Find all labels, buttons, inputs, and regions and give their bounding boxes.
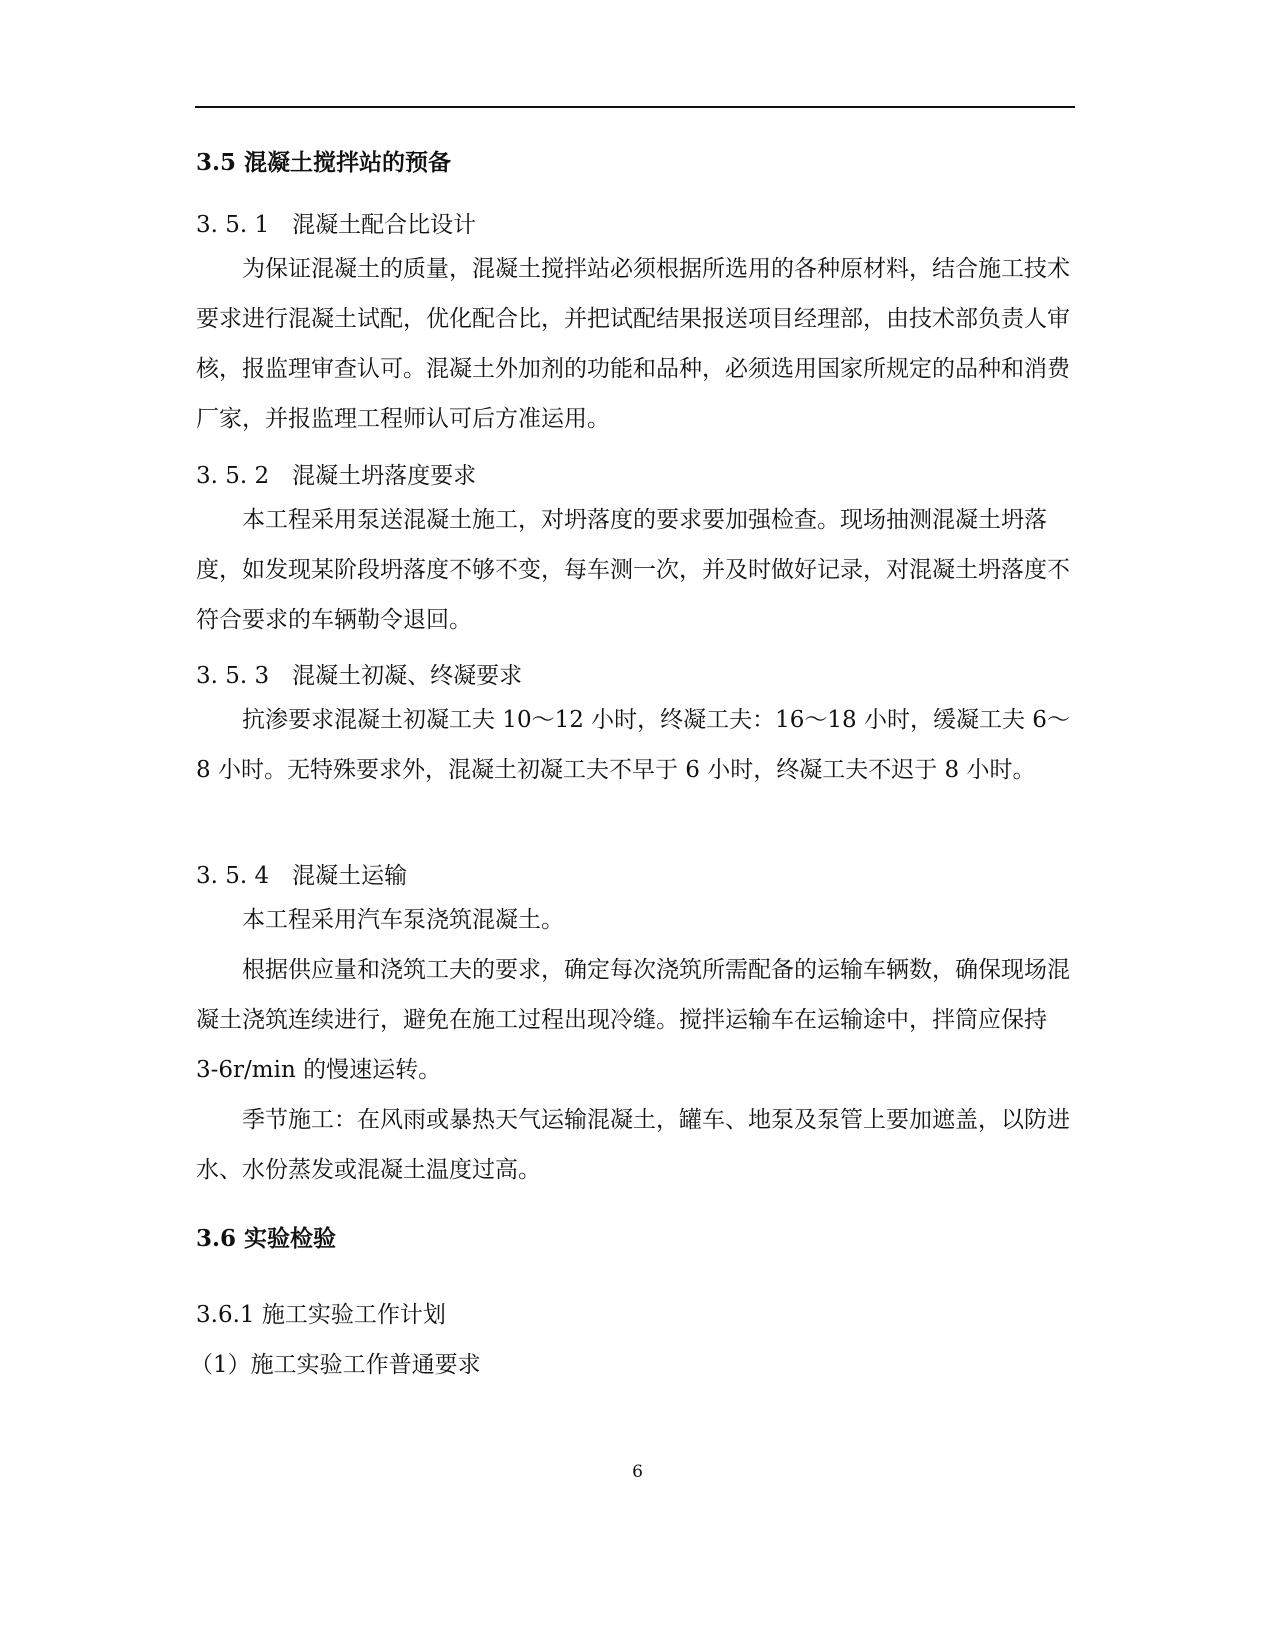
- paragraph-transport-3: 季节施工：在风雨或暴热天气运输混凝土，罐车、地泵及泵管上要加遮盖，以防进水、水份蒸发或混凝土温度过高。: [196, 1107, 1070, 1183]
- section-heading-3-5: 3.5 混凝土搅拌站的预备: [196, 149, 452, 176]
- list-item-1: （1）施工实验工作普通要求: [190, 1352, 481, 1378]
- page-number: 6: [632, 1462, 643, 1482]
- paragraph-slump: 本工程采用泵送混凝土施工，对坍落度的要求要加强检查。现场抽测混凝土坍落度，如发现某阶段坍落度不够不变，每车测一次，并及时做好记录，对混凝土坍落度不符合要求的车辆勒令退回。: [196, 507, 1070, 633]
- section-heading-3-6: 3.6 实验检验: [196, 1225, 337, 1252]
- paragraph-mix-design: 为保证混凝土的质量，混凝土搅拌站必须根据所选用的各种原材料，结合施工技术要求进行混凝土试配，优化配合比，并把试配结果报送项目经理部，由技术部负责人审核，报监理审查认可。混凝土外加剂的功能和品种，必须选用国家所规定的品种和消费厂家，并报监理工程师认可后方准运用。: [196, 256, 1070, 432]
- subsection-heading-3-5-3: 3. 5. 3 混凝土初凝、终凝要求: [196, 663, 523, 689]
- header-rule: [195, 106, 1075, 108]
- paragraph-setting-time: 抗渗要求混凝土初凝工夫 10～12 小时，终凝工夫：16～18 小时，缓凝工夫 6～8 小时。无特殊要求外，混凝土初凝工夫不早于 6 小时，终凝工夫不迟于 8 小时。: [196, 707, 1070, 783]
- subsection-heading-3-5-4: 3. 5. 4 混凝土运输: [196, 863, 408, 889]
- paragraph-transport-1: 本工程采用汽车泵浇筑混凝土。: [242, 907, 564, 933]
- subsection-heading-3-5-2: 3. 5. 2 混凝土坍落度要求: [196, 463, 477, 489]
- subsection-heading-3-5-1: 3. 5. 1 混凝土配合比设计: [196, 212, 477, 238]
- subsection-heading-3-6-1: 3.6.1 施工实验工作计划: [196, 1302, 446, 1328]
- paragraph-transport-2: 根据供应量和浇筑工夫的要求，确定每次浇筑所需配备的运输车辆数，确保现场混凝土浇筑连续进行，避免在施工过程出现冷缝。搅拌运输车在运输途中，拌筒应保持 3-6r/min 的慢速运转。: [196, 957, 1070, 1083]
